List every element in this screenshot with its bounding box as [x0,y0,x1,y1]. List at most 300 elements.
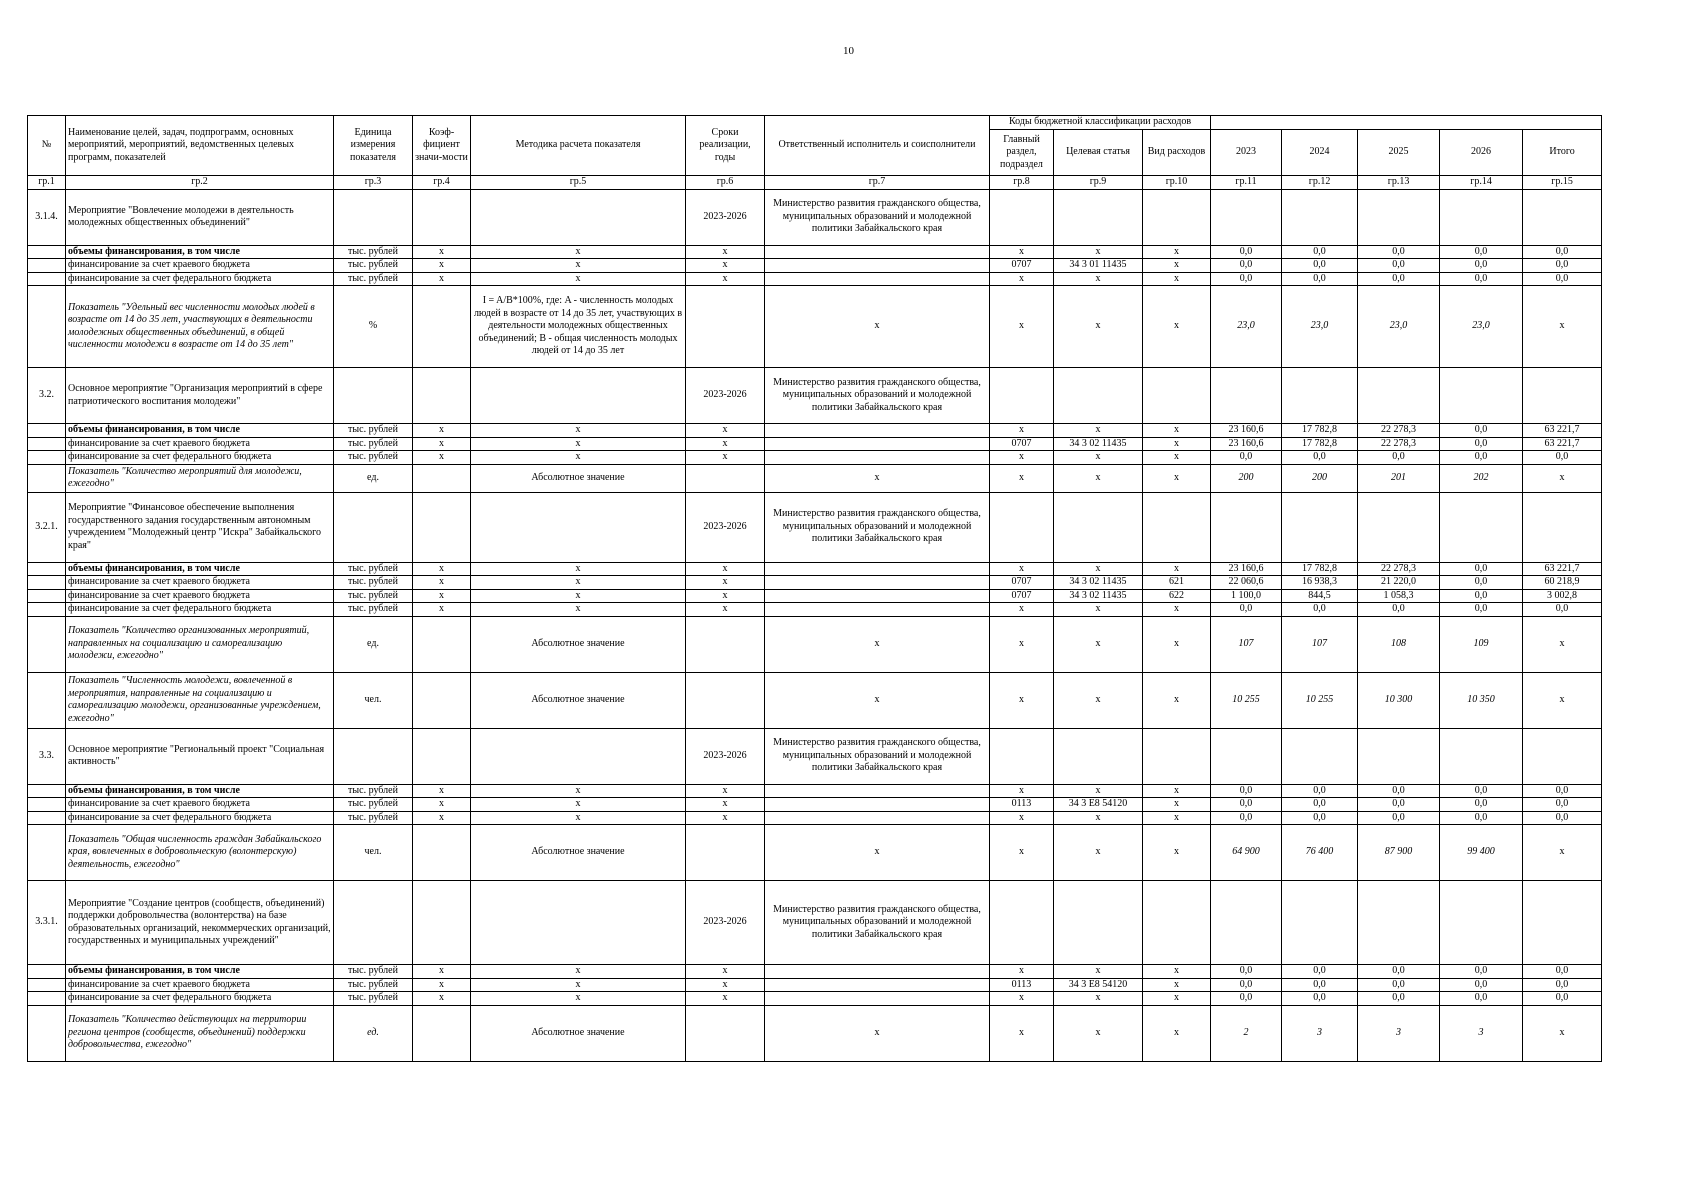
table-row-financing [28,784,1602,798]
year-value-cell: 0,0 [1282,784,1358,798]
row-name: объемы финансирования, в том числе [66,424,334,438]
row-number: 3.2.1. [28,492,66,562]
empty-cell [1440,492,1523,562]
table-row-indicator [28,616,1602,672]
section-cell: х [990,672,1054,728]
row-name: объемы финансирования, в том числе [66,245,334,259]
exp-type-cell: х [1143,992,1211,1006]
year-value-cell: 0,0 [1440,978,1523,992]
column-number: гр.6 [686,176,765,190]
unit-cell: тыс. рублей [334,272,413,286]
row-name: Мероприятие "Финансовое обеспечение выполнения государственного задания государственным автономным учреждением "Молодежный центр "Искра" Забайкальского края" [66,492,334,562]
exp-type-cell: х [1143,437,1211,451]
column-number-row [28,176,1602,190]
year-value-cell: 0,0 [1440,811,1523,825]
total-cell: х [1523,672,1602,728]
period-cell: 2023-2026 [686,492,765,562]
article-cell: х [1054,464,1143,492]
total-cell: 0,0 [1523,965,1602,979]
column-number: гр.11 [1211,176,1282,190]
year-value-cell: 0,0 [1282,965,1358,979]
exp-type-cell: х [1143,603,1211,617]
year-value-cell: 0,0 [1440,245,1523,259]
empty-cell [1440,189,1523,245]
year-value-cell: 3 [1358,1005,1440,1061]
year-value-cell: 0,0 [1358,451,1440,465]
coef-cell [413,464,471,492]
section-cell: х [990,464,1054,492]
executor-cell [765,978,990,992]
article-cell: 34 3 02 11435 [1054,437,1143,451]
table-row-event [28,368,1602,424]
executor-cell: Министерство развития гражданского общества, муниципальных образований и молодежной политики Забайкальского края [765,189,990,245]
unit-cell: тыс. рублей [334,576,413,590]
total-cell: х [1523,616,1602,672]
unit-cell: % [334,286,413,368]
table-row-financing [28,811,1602,825]
col-header-exp-type: Вид расходов [1143,130,1211,176]
row-number [28,965,66,979]
empty-cell [1358,881,1440,965]
year-value-cell: 0,0 [1211,272,1282,286]
table-row-event [28,728,1602,784]
method-cell: х [471,992,686,1006]
period-cell [686,286,765,368]
unit-cell [334,728,413,784]
unit-cell: тыс. рублей [334,978,413,992]
year-value-cell: 17 782,8 [1282,437,1358,451]
col-header-2026: 2026 [1440,130,1523,176]
period-cell: х [686,259,765,273]
period-cell [686,616,765,672]
period-cell: х [686,992,765,1006]
year-value-cell: 0,0 [1282,245,1358,259]
col-header-article: Целевая статья [1054,130,1143,176]
section-cell: х [990,451,1054,465]
row-number [28,272,66,286]
article-cell: х [1054,784,1143,798]
method-cell [471,492,686,562]
empty-cell [1054,881,1143,965]
table-row-financing [28,992,1602,1006]
empty-cell [1282,492,1358,562]
row-name: Показатель "Количество мероприятий для молодежи, ежегодно" [66,464,334,492]
row-name: финансирование за счет федерального бюджета [66,811,334,825]
method-cell: х [471,978,686,992]
unit-cell: тыс. рублей [334,603,413,617]
year-value-cell: 10 255 [1211,672,1282,728]
period-cell [686,464,765,492]
table-row-financing [28,978,1602,992]
article-cell: х [1054,965,1143,979]
unit-cell: чел. [334,672,413,728]
total-cell: 0,0 [1523,259,1602,273]
table-row-financing [28,562,1602,576]
table-row-financing [28,965,1602,979]
empty-cell [1143,189,1211,245]
method-cell: х [471,798,686,812]
total-cell: х [1523,825,1602,881]
row-name: Показатель "Удельный вес численности молодых людей в возрасте от 14 до 35 лет, участвующих в деятельности молодежных общественных объединений, в общей численности молодежи в возрасте от 14 до 35 лет" [66,286,334,368]
row-number [28,798,66,812]
empty-cell [1523,728,1602,784]
period-cell: 2023-2026 [686,368,765,424]
total-cell: 63 221,7 [1523,437,1602,451]
empty-cell [1054,189,1143,245]
year-value-cell: 10 255 [1282,672,1358,728]
unit-cell: тыс. рублей [334,589,413,603]
year-value-cell: 23 160,6 [1211,562,1282,576]
column-number: гр.4 [413,176,471,190]
year-value-cell: 64 900 [1211,825,1282,881]
coef-cell: х [413,784,471,798]
table-row-event [28,492,1602,562]
row-number: 3.3. [28,728,66,784]
col-header-executor: Ответственный исполнитель и соисполнители [765,116,990,176]
method-cell: I = A/B*100%, где: A - численность молодых людей в возрасте от 14 до 35 лет, участвующих в деятельности молодежных общественных объединений; B - общая численность молодых людей от 14 до 35 лет [471,286,686,368]
empty-cell [1358,492,1440,562]
year-value-cell: 3 [1440,1005,1523,1061]
method-cell [471,368,686,424]
year-value-cell: 0,0 [1211,978,1282,992]
year-value-cell: 107 [1211,616,1282,672]
exp-type-cell: х [1143,259,1211,273]
table-body [28,189,1602,1061]
table-row-financing [28,245,1602,259]
row-name: финансирование за счет краевого бюджета [66,978,334,992]
period-cell: х [686,562,765,576]
row-number [28,245,66,259]
section-cell: 0113 [990,798,1054,812]
period-cell: 2023-2026 [686,189,765,245]
period-cell: х [686,978,765,992]
executor-cell [765,798,990,812]
year-value-cell: 200 [1282,464,1358,492]
period-cell: х [686,245,765,259]
empty-cell [1211,881,1282,965]
section-cell: 0113 [990,978,1054,992]
year-value-cell: 200 [1211,464,1282,492]
article-cell: х [1054,811,1143,825]
executor-cell [765,965,990,979]
row-number [28,259,66,273]
total-cell: 63 221,7 [1523,562,1602,576]
empty-cell [1358,189,1440,245]
row-number [28,437,66,451]
col-header-method: Методика расчета показателя [471,116,686,176]
year-value-cell: 0,0 [1211,245,1282,259]
year-value-cell: 0,0 [1440,589,1523,603]
method-cell [471,728,686,784]
table-row-financing [28,451,1602,465]
empty-cell [1143,881,1211,965]
table-row-financing [28,589,1602,603]
executor-cell [765,811,990,825]
section-cell: х [990,811,1054,825]
total-cell: 0,0 [1523,603,1602,617]
section-cell: х [990,1005,1054,1061]
year-value-cell: 99 400 [1440,825,1523,881]
year-value-cell: 0,0 [1282,992,1358,1006]
row-number [28,562,66,576]
coef-cell: х [413,811,471,825]
period-cell: 2023-2026 [686,728,765,784]
year-value-cell: 16 938,3 [1282,576,1358,590]
column-number: гр.9 [1054,176,1143,190]
row-number [28,589,66,603]
total-cell: х [1523,464,1602,492]
column-number: гр.1 [28,176,66,190]
budget-table [27,115,1602,1062]
empty-cell [1054,368,1143,424]
column-number: гр.10 [1143,176,1211,190]
year-value-cell: 0,0 [1211,259,1282,273]
year-value-cell: 0,0 [1282,259,1358,273]
period-cell: х [686,272,765,286]
exp-type-cell: х [1143,424,1211,438]
column-number: гр.14 [1440,176,1523,190]
year-value-cell: 23,0 [1440,286,1523,368]
section-cell: х [990,286,1054,368]
page-number: 10 [843,45,854,57]
unit-cell: ед. [334,1005,413,1061]
executor-cell [765,424,990,438]
row-name: финансирование за счет краевого бюджета [66,259,334,273]
column-number: гр.5 [471,176,686,190]
table-row-financing [28,603,1602,617]
exp-type-cell: х [1143,825,1211,881]
executor-cell [765,589,990,603]
unit-cell: ед. [334,464,413,492]
unit-cell: тыс. рублей [334,562,413,576]
year-value-cell: 23 160,6 [1211,437,1282,451]
section-cell: х [990,616,1054,672]
year-value-cell: 844,5 [1282,589,1358,603]
col-header-budget-codes: Коды бюджетной классификации расходов [990,116,1211,130]
method-cell: х [471,965,686,979]
unit-cell: ед. [334,616,413,672]
year-value-cell: 0,0 [1358,245,1440,259]
method-cell: Абсолютное значение [471,825,686,881]
total-cell: 0,0 [1523,798,1602,812]
row-number [28,616,66,672]
year-value-cell: 0,0 [1440,784,1523,798]
year-value-cell: 0,0 [1440,424,1523,438]
empty-cell [1523,368,1602,424]
executor-cell: х [765,286,990,368]
year-value-cell: 23,0 [1282,286,1358,368]
year-value-cell: 17 782,8 [1282,424,1358,438]
executor-cell [765,437,990,451]
period-cell [686,672,765,728]
year-value-cell: 0,0 [1282,272,1358,286]
total-cell: 0,0 [1523,245,1602,259]
section-cell: 0707 [990,437,1054,451]
coef-cell: х [413,589,471,603]
section-cell: х [990,784,1054,798]
column-number: гр.2 [66,176,334,190]
year-value-cell: 10 300 [1358,672,1440,728]
coef-cell: х [413,424,471,438]
row-number [28,1005,66,1061]
coef-cell [413,492,471,562]
row-number [28,424,66,438]
year-value-cell: 0,0 [1358,978,1440,992]
coef-cell [413,189,471,245]
column-number: гр.12 [1282,176,1358,190]
empty-cell [1523,492,1602,562]
period-cell: х [686,424,765,438]
year-value-cell: 17 782,8 [1282,562,1358,576]
article-cell: 34 3 Е8 54120 [1054,978,1143,992]
year-value-cell: 201 [1358,464,1440,492]
empty-cell [1282,189,1358,245]
method-cell: х [471,272,686,286]
empty-cell [1523,189,1602,245]
unit-cell: тыс. рублей [334,245,413,259]
coef-cell: х [413,259,471,273]
year-value-cell: 109 [1440,616,1523,672]
empty-cell [1143,728,1211,784]
article-cell: х [1054,272,1143,286]
exp-type-cell: х [1143,965,1211,979]
section-cell: х [990,245,1054,259]
section-cell: 0707 [990,576,1054,590]
unit-cell [334,492,413,562]
unit-cell: тыс. рублей [334,798,413,812]
total-cell: 0,0 [1523,811,1602,825]
unit-cell: чел. [334,825,413,881]
method-cell: х [471,437,686,451]
unit-cell [334,881,413,965]
year-value-cell: 0,0 [1358,259,1440,273]
method-cell: х [471,451,686,465]
method-cell: х [471,576,686,590]
row-number [28,286,66,368]
row-number [28,992,66,1006]
empty-cell [1440,881,1523,965]
year-value-cell: 0,0 [1282,451,1358,465]
total-cell: 63 221,7 [1523,424,1602,438]
year-value-cell: 21 220,0 [1358,576,1440,590]
row-name: Показатель "Численность молодежи, вовлеченной в мероприятия, направленные на социализацию и самореализацию молодежи, организованные учреждением, ежегодно" [66,672,334,728]
column-number: гр.8 [990,176,1054,190]
empty-cell [1211,728,1282,784]
year-value-cell: 0,0 [1440,562,1523,576]
year-value-cell: 0,0 [1282,811,1358,825]
year-value-cell: 76 400 [1282,825,1358,881]
article-cell: х [1054,992,1143,1006]
article-cell: 34 3 01 11435 [1054,259,1143,273]
row-name: Показатель "Количество организованных мероприятий, направленных на социализацию и самореализацию молодежи, ежегодно" [66,616,334,672]
section-cell: х [990,424,1054,438]
period-cell: х [686,603,765,617]
period-cell: 2023-2026 [686,881,765,965]
col-header-2024: 2024 [1282,130,1358,176]
table-row-financing [28,437,1602,451]
unit-cell: тыс. рублей [334,992,413,1006]
coef-cell: х [413,437,471,451]
empty-cell [1523,881,1602,965]
column-number: гр.3 [334,176,413,190]
unit-cell: тыс. рублей [334,437,413,451]
executor-cell [765,451,990,465]
executor-cell: Министерство развития гражданского общества, муниципальных образований и молодежной политики Забайкальского края [765,728,990,784]
executor-cell [765,576,990,590]
year-value-cell: 87 900 [1358,825,1440,881]
coef-cell: х [413,992,471,1006]
exp-type-cell: 622 [1143,589,1211,603]
col-header-total: Итого [1523,130,1602,176]
row-name: объемы финансирования, в том числе [66,965,334,979]
year-value-cell: 0,0 [1211,798,1282,812]
empty-cell [1440,728,1523,784]
article-cell: х [1054,1005,1143,1061]
empty-cell [1211,189,1282,245]
period-cell: х [686,437,765,451]
period-cell: х [686,576,765,590]
coef-cell [413,672,471,728]
year-value-cell: 0,0 [1282,798,1358,812]
year-value-cell: 0,0 [1358,272,1440,286]
year-value-cell: 0,0 [1211,784,1282,798]
year-value-cell: 10 350 [1440,672,1523,728]
method-cell [471,881,686,965]
method-cell [471,189,686,245]
table-row-financing [28,798,1602,812]
executor-cell: Министерство развития гражданского общества, муниципальных образований и молодежной политики Забайкальского края [765,368,990,424]
executor-cell [765,272,990,286]
year-value-cell: 0,0 [1211,811,1282,825]
exp-type-cell: х [1143,672,1211,728]
column-number: гр.13 [1358,176,1440,190]
coef-cell [413,368,471,424]
empty-cell [1054,492,1143,562]
year-value-cell: 22 278,3 [1358,562,1440,576]
article-cell: 34 3 02 11435 [1054,576,1143,590]
year-value-cell: 3 [1282,1005,1358,1061]
total-cell: 3 002,8 [1523,589,1602,603]
unit-cell: тыс. рублей [334,811,413,825]
article-cell: 34 3 Е8 54120 [1054,798,1143,812]
empty-cell [1211,492,1282,562]
period-cell: х [686,589,765,603]
table-row-financing [28,424,1602,438]
method-cell: х [471,245,686,259]
col-header-unit: Единица измерения показателя [334,116,413,176]
row-name: финансирование за счет краевого бюджета [66,576,334,590]
year-value-cell: 23 160,6 [1211,424,1282,438]
year-value-cell: 0,0 [1358,992,1440,1006]
method-cell: х [471,424,686,438]
executor-cell: х [765,1005,990,1061]
empty-cell [990,189,1054,245]
executor-cell: Министерство развития гражданского общества, муниципальных образований и молодежной политики Забайкальского края [765,881,990,965]
year-value-cell: 0,0 [1211,965,1282,979]
year-value-cell: 0,0 [1440,272,1523,286]
exp-type-cell: х [1143,286,1211,368]
period-cell: х [686,784,765,798]
coef-cell: х [413,272,471,286]
table-row-financing [28,272,1602,286]
empty-cell [1143,368,1211,424]
section-cell: 0707 [990,589,1054,603]
unit-cell: тыс. рублей [334,965,413,979]
year-value-cell: 1 100,0 [1211,589,1282,603]
empty-cell [1282,368,1358,424]
row-name: Основное мероприятие "Региональный проект "Социальная активность" [66,728,334,784]
coef-cell: х [413,965,471,979]
